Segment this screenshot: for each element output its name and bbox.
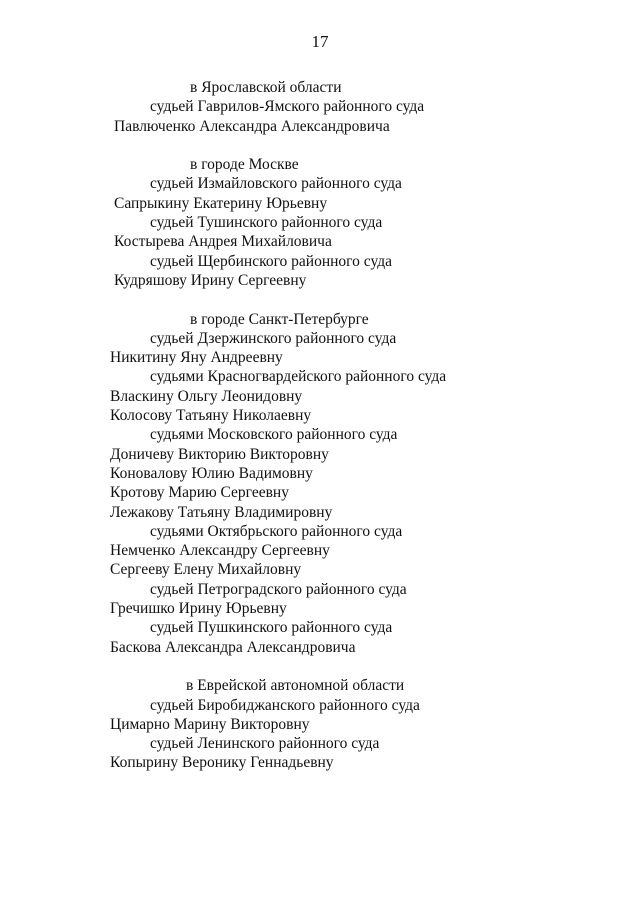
person-name: Копырину Веронику Геннадьевну — [110, 754, 334, 772]
person-name: Сапрыкину Екатерину Юрьевну — [114, 194, 328, 212]
region-heading-moscow: в городе Москве — [190, 156, 299, 174]
region-heading-saint-petersburg: в городе Санкт-Петербурге — [190, 310, 369, 328]
person-name: Колосову Татьяну Николаевну — [110, 407, 312, 425]
person-name: Лежакову Татьяну Владимировну — [110, 503, 333, 521]
person-name: Гречишко Ирину Юрьевну — [110, 600, 287, 618]
person-name: Цимарно Марину Викторовну — [110, 715, 310, 733]
court-line: судьей Тушинского районного суда — [150, 214, 383, 232]
court-line: судьями Октябрьского районного суда — [150, 522, 403, 540]
section-gap — [0, 657, 640, 676]
court-line: судьей Пушкинского районного суда — [150, 619, 393, 637]
page-number: 17 — [311, 32, 329, 51]
person-name: Коновалову Юлию Вадимовну — [110, 464, 313, 482]
section-gap — [0, 290, 640, 309]
person-name: Немченко Александру Сергеевну — [110, 542, 330, 560]
court-line: судьей Ленинского районного суда — [150, 735, 380, 753]
court-line: судьей Петроградского районного суда — [150, 580, 407, 598]
person-name: Никитину Яну Андреевну — [110, 349, 283, 367]
court-line: судьей Измайловского районного суда — [150, 175, 402, 193]
court-line: судьями Московского районного суда — [150, 426, 398, 444]
region-heading-jewish-autonomous: в Еврейской автономной области — [186, 677, 405, 695]
person-name: Баскова Александра Александровича — [110, 638, 356, 656]
person-name: Кротову Марию Сергеевну — [110, 484, 289, 502]
person-name: Власкину Ольгу Леонидовну — [110, 387, 303, 405]
person-name: Сергееву Елену Михайловну — [110, 561, 302, 579]
region-heading-yaroslavl: в Ярославской области — [190, 79, 342, 96]
court-line: судьей Щербинского районного суда — [150, 252, 392, 270]
appointments-list — [0, 78, 640, 773]
court-line: судьей Дзержинского районного суда — [150, 329, 397, 347]
court-line: судьей Гаврилов-Ямского районного суда — [150, 98, 425, 116]
court-line: судьями Красногвардейского районного суда — [150, 368, 447, 386]
person-name: Павлюченко Александра Александровича — [114, 117, 390, 135]
section-gap — [0, 136, 640, 155]
person-name: Костырева Андрея Михайловича — [114, 233, 332, 251]
court-line: судьей Биробиджанского районного суда — [150, 696, 420, 714]
person-name: Доничеву Викторию Викторовну — [110, 445, 329, 463]
person-name: Кудряшову Ирину Сергеевну — [114, 271, 307, 289]
